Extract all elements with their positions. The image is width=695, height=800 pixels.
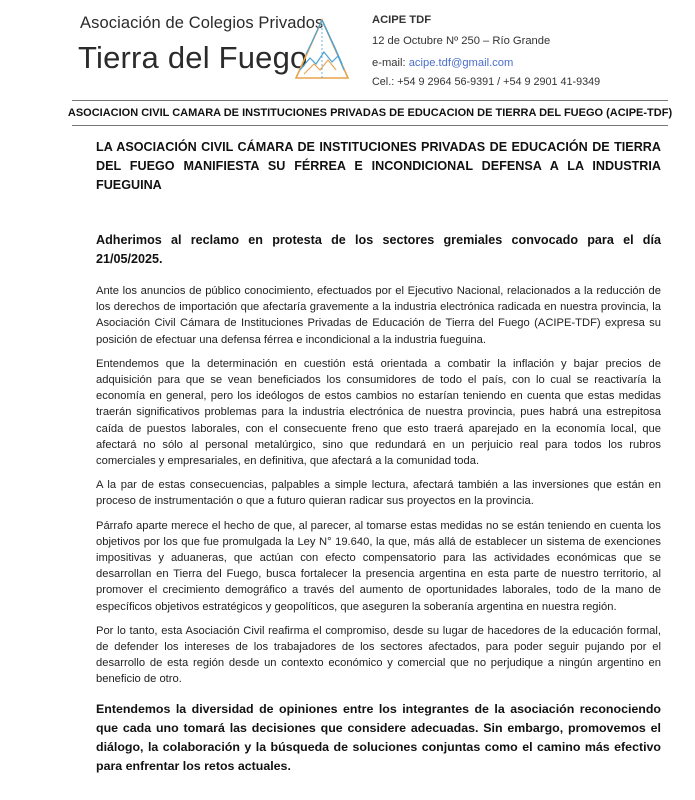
mountain-logo-icon [292,14,350,82]
email-label: e-mail: [372,57,406,69]
lead-statement: Adherimos al reclamo en protesta de los sectores gremiales convocado para el día 21/05/2025. [96,233,661,266]
address: 12 de Octubre Nº 250 – Río Grande [372,35,551,47]
document-title: LA ASOCIACIÓN CIVIL CÁMARA DE INSTITUCIONES PRIVADAS DE EDUCACIÓN DE TIERRA DEL FUEGO MANIFIESTA SU FÉRREA E INCONDICIONAL DEFENSA A LA INDUSTRIA FUEGUINA [96,140,661,192]
email-line [372,57,513,69]
closing-statement: Entendemos la diversidad de opiniones entre los integrantes de la asociación reconociendo que cada uno tomará las decisiones que considere adecuadas. Sin embargo, promovemos el diálogo, la colaboración y la búsqueda de soluciones conjuntas como el camino más efectivo para enfrentar los retos actuales. [96,701,661,773]
organization-banner: ASOCIACION CIVIL CAMARA DE INSTITUCIONES PRIVADAS DE EDUCACION DE TIERRA DEL FUEGO (ACIPE-TDF) [72,100,668,126]
paragraph: Por lo tanto, esta Asociación Civil reafirma el compromiso, desde su lugar de hacedores de la educación formal, de defender los intereses de los trabajadores de los sectores afectados, para poder seguir pujando por el desarrollo de esta región desde un contexto económico y comercial que no perjudique a ningún argentino en beneficio de otro. [96,624,661,686]
email-link[interactable]: acipe.tdf@gmail.com [408,57,514,69]
phone: Cel.: +54 9 2964 56-9391 / +54 9 2901 41-9349 [372,76,601,88]
logo-line1: Asociación de Colegios Privados [80,14,324,32]
paragraph: Entendemos que la determinación en cuestión está orientada a combatir la inflación y bajar precios de adquisición para que se vean beneficiados los consumidores de todo el país, con lo cual se reactivaría la economía en general, pero los ideólogos de estos cambios no estarían teniendo en cuenta que estas medidas traerán significativos problemas para la industria electrónica de nuestra provincia, pues habrá una estrepitosa caída de puestos laborales, con el consecuente freno que esto traerá aparejado en la economía local, que afectará no sólo al personal metalúrgico, sino que redundará en un perjuicio real para todos los rubros comerciales y empresariales, en definitiva, que afectará a la comunidad toda. [96,357,661,468]
paragraph: Ante los anuncios de público conocimiento, efectuados por el Ejecutivo Nacional, relacionados a la reducción de los derechos de importación que afectaría gravemente a la industria electrónica radicada en nuestra provincia, la Asociación Civil Cámara de Instituciones Privadas de Educación de Tierra del Fuego (ACIPE-TDF) expresa su posición de efectuar una defensa férrea e incondicional a la industria fueguina. [96,285,661,346]
paragraph: Párrafo aparte merece el hecho de que, al parecer, al tomarse estas medidas no se están teniendo en cuenta los objetivos por los que fue promulgada la Ley N° 19.640, la que, más allá de establecer un sistema de exenciones impositivas y aduaneras, que actúan con efecto compensatorio para las actividades económicas que se desarrollan en Tierra del Fuego, busca fortalecer la presencia argentina en esta parte de nuestro territorio, al promover el crecimiento demográfico a través del aumento de oportunidades laborales, todo de la mano de específicos objetivos estratégicos y geopolíticos, que aseguren la soberanía argentina en nuestra región. [96,519,661,613]
letterhead [0,0,695,98]
logo-line2: Tierra del Fuego [78,40,308,75]
org-short-name: ACIPE TDF [372,14,432,26]
document-body [96,138,661,776]
paragraph: A la par de estas consecuencias, palpables a simple lectura, afectará también a las inversiones que están en proceso de instrumentación o que a futuro quieran radicar sus proyectos en la provincia. [96,479,661,508]
